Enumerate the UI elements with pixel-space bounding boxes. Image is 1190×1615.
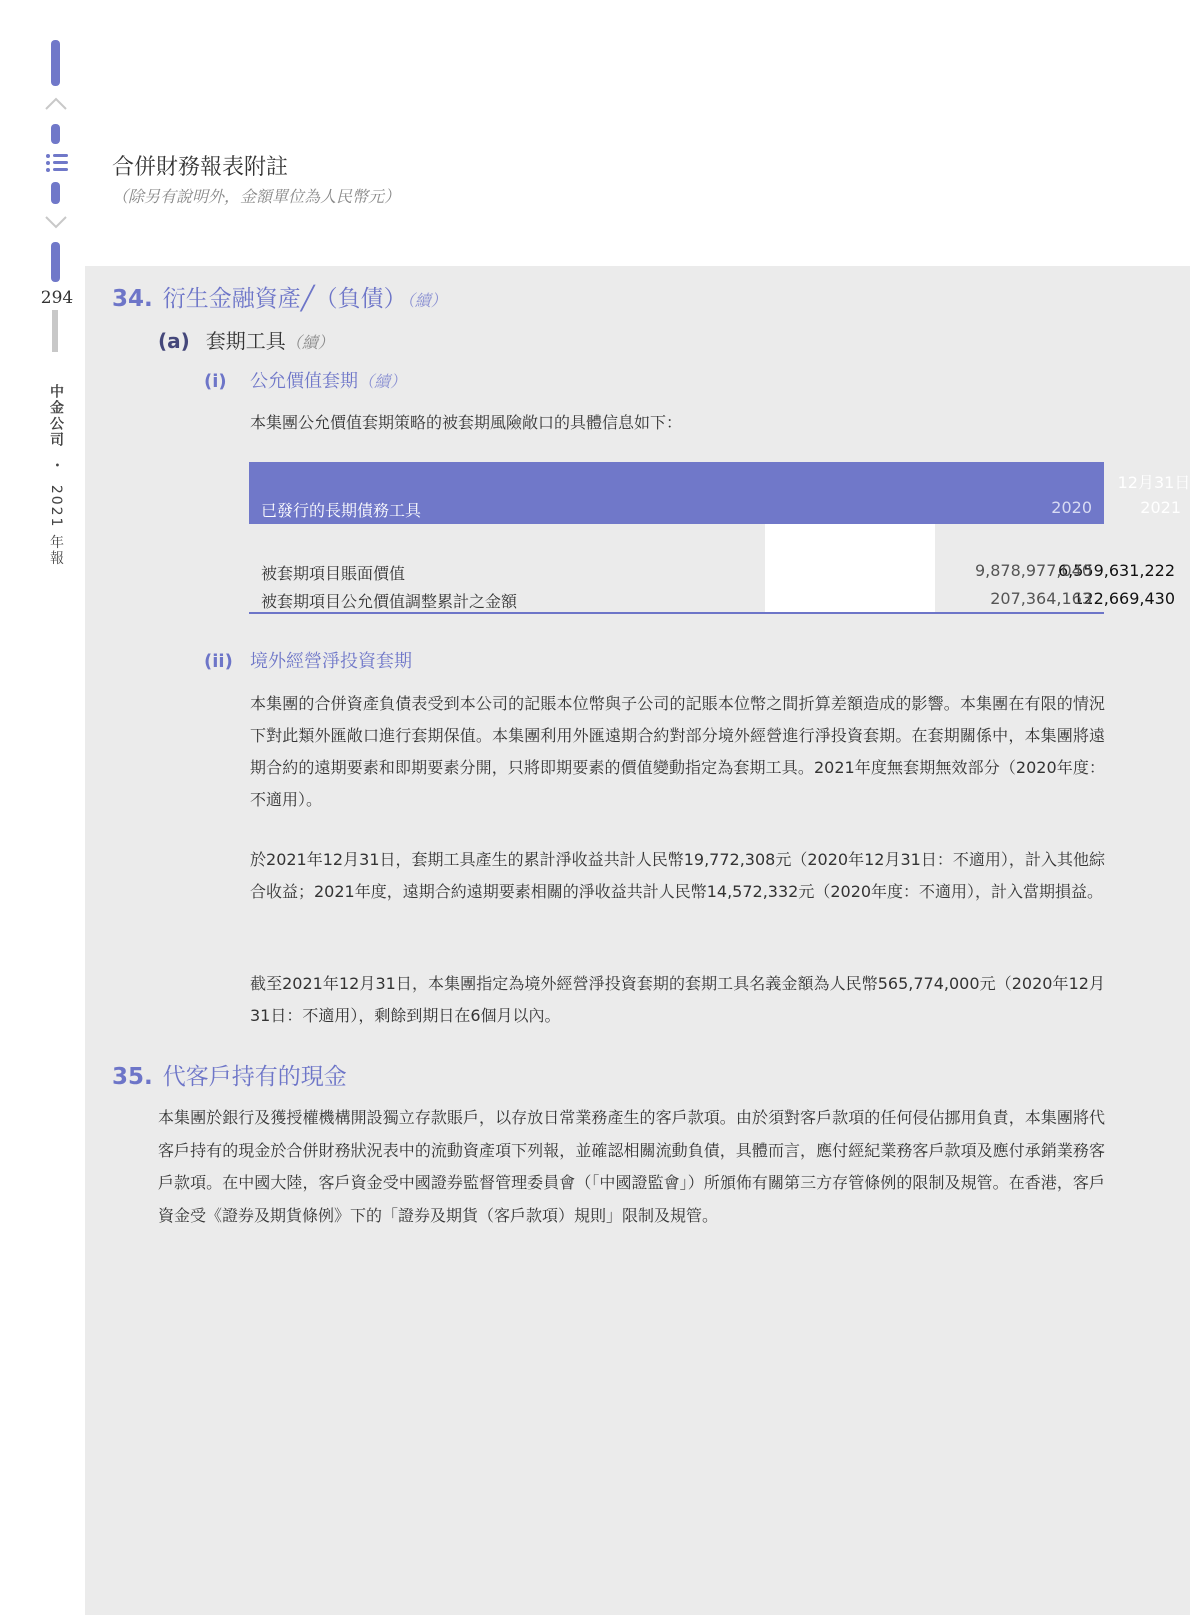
- paragraph: 本集團於銀行及獲授權機構開設獨立存款賬戶，以存放日常業務產生的客戶款項。由於須對客戶款項的任何侵佔挪用負責，本集團將代客戶持有的現金於合併財務狀況表中的流動資產項下列報，並確認相關流動負債，具體而言，應付經紀業務客戶款項及應付承銷業務客戶款項。在中國大陸，客戶資金受中國證券監督管理委員會（「中國證監會」）所頒佈有關第三方存管條例的限制及規管。在香港，客戶資金受《證券及期貨條例》下的「證券及期貨（客戶款項）規則」限制及規管。: [158, 1108, 1105, 1225]
- table-row: [249, 561, 1175, 587]
- paragraph: 本集團的合併資產負債表受到本公司的記賬本位幣與子公司的記賬本位幣之間折算差額造成的影響。本集團在有限的情況下對此類外匯敞口進行套期保值。本集團利用外匯遠期合約對部分境外經營進行淨投資套期。在套期關係中，本集團將遠期合約的遠期要素和即期要素分開，只將即期要素的價值變動指定為套期工具。2021年度無套期無效部分（2020年度：不適用）。: [250, 694, 1105, 809]
- date-header: 12月31日: [1117, 473, 1190, 492]
- subsection-i-heading: [204, 367, 406, 393]
- chevron-down-icon[interactable]: [43, 214, 69, 232]
- value-2021: 6,559,631,222: [1057, 561, 1175, 580]
- value-2020: 9,878,977,040: [974, 561, 1092, 580]
- divider: [52, 310, 58, 352]
- table-intro: 本集團公允價值套期策略的被套期風險敞口的具體信息如下：: [250, 413, 683, 432]
- value-2020: 207,364,163: [990, 589, 1092, 608]
- subsection-i-title: 公允價值套期: [250, 371, 358, 392]
- subsection-ii-label: (ii): [204, 651, 233, 672]
- subsection-a-label: (a): [158, 329, 190, 353]
- page-subtitle: （除另有說明外，金額單位為人民幣元）: [112, 187, 401, 206]
- report-year: 2021 年報: [48, 484, 64, 567]
- note-35-heading: [112, 1058, 347, 1091]
- nav-bar-top: [51, 40, 60, 86]
- subsection-ii-title: 境外經營淨投資套期: [250, 651, 412, 672]
- continued-label: （續）: [285, 333, 334, 352]
- page-title: 合併財務報表附註: [112, 155, 289, 180]
- paragraph: 截至2021年12月31日，本集團指定為境外經營淨投資套期的套期工具名義金額為人民幣565,774,000元（2020年12月31日：不適用），剩餘到期日在6個月以內。: [250, 974, 1105, 1025]
- col-2020-header: 2020: [1051, 498, 1092, 517]
- row-label: 被套期項目賬面價值: [261, 564, 406, 583]
- separator-dot: •: [51, 462, 62, 471]
- continued-label: （續）: [406, 291, 447, 310]
- note-34-title: 衍生金融資產╱（負債）: [162, 286, 407, 312]
- subsection-a-heading: [158, 325, 334, 354]
- subsection-a-title: 套期工具: [205, 329, 286, 353]
- label-header: 已發行的長期債務工具: [261, 501, 422, 520]
- table-header: [249, 462, 1190, 524]
- note-34-heading: [112, 280, 447, 313]
- nav-bar-segment: [51, 182, 60, 204]
- value-2021: 122,669,430: [1073, 589, 1175, 608]
- page-number: 294: [40, 288, 74, 308]
- subsection-ii-heading: [204, 647, 412, 673]
- chevron-up-icon[interactable]: [43, 94, 69, 112]
- subsection-i-label: (i): [204, 371, 227, 392]
- table-bottom-rule: [249, 612, 1104, 614]
- note-34-number: 34.: [112, 286, 153, 312]
- list-icon[interactable]: [44, 152, 70, 174]
- note-35-title: 代客戶持有的現金: [162, 1064, 347, 1090]
- col-2021-label: 2021: [1140, 498, 1181, 517]
- nav-bar-segment: [51, 124, 60, 144]
- report-label: [46, 384, 66, 567]
- note-35-number: 35.: [112, 1064, 153, 1090]
- company-name: 中金公司: [48, 384, 64, 448]
- paragraph: 於2021年12月31日，套期工具產生的累計淨收益共計人民幣19,772,308元（2020年12月31日：不適用），計入其他綜合收益；2021年度，遠期合約遠期要素相關的淨收益共計人民幣14,572,332元（2020年度：不適用），計入當期損益。: [250, 850, 1105, 901]
- continued-label: （續）: [358, 372, 407, 391]
- row-label: 被套期項目公允價值調整累計之金額: [261, 592, 518, 611]
- nav-bar-bottom: [51, 242, 60, 282]
